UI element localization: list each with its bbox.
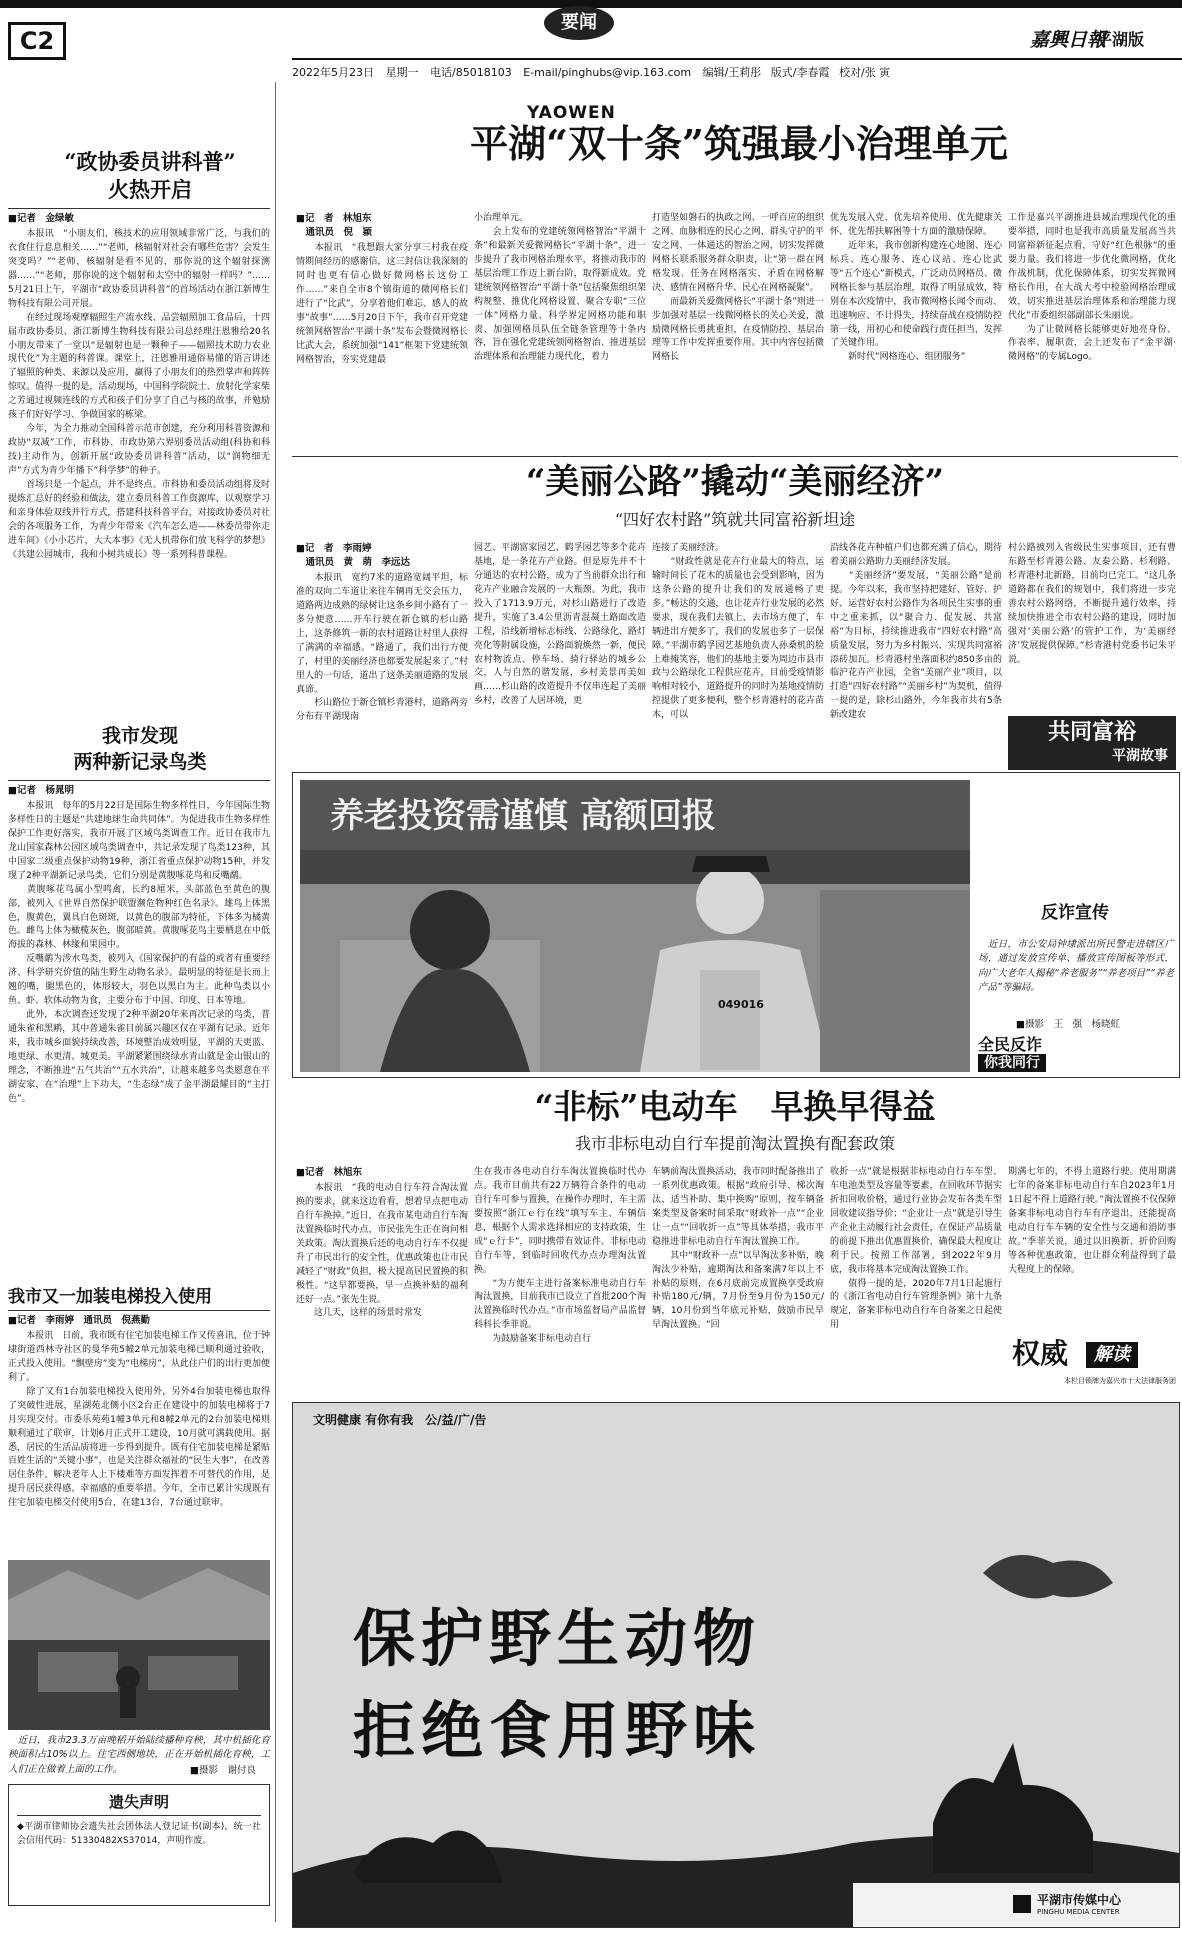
a1-rule (8, 208, 270, 209)
proofreader: 校对/张 寅 (839, 66, 891, 79)
psa-line1: 保护野生动物 (353, 1602, 762, 1675)
a3-body: 本报讯 日前，我市既有住宅加装电梯工作又传喜讯，位于钟埭街道西林寺社区的曼华苑5幢2单元加装电梯已顺利通过验收，正式投入使用。“飘壁房”变为“电梯房”，从此住户们的出行更加便利了。 除了又有1台加装电梯投入使用外，另外4台加装电梯也取得了突破性进展，星湖苑北侧小区2台正在建设中的加装电梯将于7月实现交付。市委乐苑苑1幢3单元和8幢2单元的2台加装电梯则顺利通过了联审，计划6月正式开工建设，10月就可满载使用。据悉，居民的生活品质将进一步得到提升。既有住宅加装电梯是紧贴百姓生活的“关键小事”，也是关注群众福祉的“民生大事”，在改善居住条件、解决老年人上下楼难等方面发挥着不可替代的作用，是提升居民获得感、幸福感的重要举措。今年，全市已累计实现既有住宅加装电梯交付使用5台，在建13台，7台通过联审。 (8, 1331, 270, 1509)
road-col-4: 沿线各花卉种植户们也都充满了信心，期待着美丽公路助力美丽经济发展。 “美丽经济”要发展，“美丽公路”是前提。今年以来，我市坚持把建好、管好、护好、运营好农村公路作为各项民生实事的重中之重来抓，以“聚合力、促发展、共富裕”为目标，持续推进我市“四好农村路”高质量发展，努力为乡村振兴、实现共同富裕添砖加瓦。杉青港村坐落面积约850多亩的临沪花卉产业园，全省“美丽产业”项目，以打造“四好农村路”“美丽乡村”为契机，值得一提的是，除杉山路外，今年我市共有5条新改建农 (830, 543, 1002, 721)
issue-weekday: 星期一 (385, 66, 419, 79)
anti-fraud-logo (978, 1036, 1128, 1074)
main-col-4: 优先发展入党、优先培养使用、优先健康关怀、优先帮扶解困等十方面的激励保障。 近年来，我市创新构建连心地图、连心标兵、连心服务、连心议站、连心比武等“五个连心”新模式，广泛动员网格员、微网格长参与基层治理，取得了明显成效，特别在本次疫情中，我市微网格长闻令而动、迅速响应、不计得失，持续奋战在疫情防控第一线，用初心和使命践行责任担当，发挥了关键作用。 新时代“网格连心、组团服务” (830, 213, 1002, 363)
main-col-5: 工作是嘉兴平湖推进县域治理现代化的重要举措，同时也是我市高质量发展高当共同富裕新征起点看，守好“红色根脉”的重要力量。我们将进一步优化微网格，优化作战机制，优化保障体系，切实发挥微网格长作用，在大战大考中检验网格治理成效，切实推进基层治理体系和治理能力现代化”市委组织部副部长朱丽说。 为了让微网格长能够更好地亮身份、作表率、履职责，会上还发布了“金平湖·微网格”的专属Logo。 (1008, 213, 1176, 363)
notice-box (8, 1784, 270, 1906)
anti-fraud-caption-title: 反诈宣传 (1041, 903, 1109, 923)
main-bottom-rule (292, 456, 1178, 457)
ebike-col-3: 车辆前淘汰置换活动，我市同时配备推出了一系列优惠政策。根据“政府引导、梯次淘汰、适当补助、集中换购”原则，按车辆备案类型及备案时间采取“财政补一点”“企业让一点”“回收折一点”等具体举措，我市平稳推进非标电动自行车淘汰置换工作。 其中“财政补一点”以早淘汰多补贴，晚淘汰少补贴，逾期淘汰和备案满7年以上不补贴的原则，在6月底前完成置换享受政府补贴180元/辆，7月份至9月份为150元/辆，10月份到当年底元补贴，鼓励市民早早淘汰置换。“回 (652, 1167, 824, 1331)
logo-line2: 你我同行 (978, 1054, 1046, 1072)
road-col-3: 连接了美丽经济。 “财政性就是花卉行业最大的特点，运输时间长了花木的质量也会受到影响，因为这条公路的提升让我们的发展通畅了更多。”畅达的交通，也让花卉行业发展的必然要求，现在我们去镇上、去市场方便了，车辆进出方便多了，我们的发展也多了一层保障。”平湖市鹤孚园艺基地负责人孙桑机的脸上难掩笑容，他们的基地主要为周边市县市政与公路绿化工程供应花卉，目前受疫情影响相对较小，道路提升的同时为基地疫情防控提供了更多便利，整个杉青港村的花卉苗木，可以 (652, 543, 824, 721)
section-en: YAOWEN (527, 103, 616, 123)
media-center-icon (1013, 1895, 1031, 1913)
psa-line2: 拒绝食用野味 (353, 1694, 762, 1767)
edition-name: 平湖版 (1096, 30, 1145, 49)
header-info (292, 64, 932, 81)
ebike-headline: “非标”电动车 早换早得益 (534, 1087, 936, 1126)
road-col-2: 园艺、平湖富家园艺、鹤孚园艺等多个花卉基地，是一条花卉产业路。但是原先并不十分通达的农村公路，成为了当前群众出行和花卉产业融合发展的一大瓶颈。为此，我市投入了1713.9万元，对杉山路进行了改造提升，实施了3.4公里沥青混凝土路面改造工程，沿线新增标志标线、公路绿化、路灯亮化等附属设施，公路面貌焕然一新，便民农村物流点、停车场、骑行驿站的城乡公交，人与自然的谐发展，乡村美景再美如画……杉山路的改造提升不仅串连起了美丽乡村，改善了人居环境，更 (474, 543, 646, 707)
road-byline-1: ■记 者 李雨婷 (296, 543, 372, 554)
anti-fraud-caption: 近日，市公安局钟埭派出所民警走进辖区广场，通过发放宣传单、播放宣传图板等形式，向广大老年人揭秘“养老服务”“养老项目”“养老产品”等骗局。 (978, 939, 1174, 993)
footer-name-en: PINGHU MEDIA CENTER (1037, 1908, 1120, 1916)
header-rule (292, 58, 1182, 60)
ebike-byline: ■记者 林旭东 (296, 1167, 362, 1178)
ebike-col-1: 本报讯 “我的电动自行车符合淘汰置换的要求，就来这边看看，想着早点把电动自行车换掉。”近日，在我市某电动自行车淘汰置换临时代办点，市民张先生正在询问相关政策。淘汰置换后还的电动自行车不仅提升了市民出行的安全性，优惠政策也让市民减轻了“财政”负担，极大提高居民置换的积极性。“这早都要换，早一点换补贴的福利还好一点。”张先生说。 这几天，这样的场景时常发 (296, 1183, 468, 1319)
left-divider (275, 82, 276, 1922)
a1-title-line2: 火热开启 (108, 177, 192, 202)
a2-byline: ■记者 杨晁明 (8, 785, 74, 796)
a2-title-line2: 两种新记录鸟类 (73, 751, 207, 773)
psa-header: 文明健康 有你有我 公/益/广/告 (313, 1413, 487, 1427)
greenhouse-illustration (8, 1560, 270, 1730)
footer-name: 平湖市传媒中心 (1037, 1893, 1122, 1907)
anti-fraud-photo (300, 780, 970, 1072)
media-center-logo (1013, 1891, 1173, 1921)
authority-side: 解读 (1086, 1342, 1138, 1368)
a2-title-line1: 我市发现 (101, 725, 178, 747)
main-col-3: 打造坚如磐石的执政之网、一呼百应的组织之网、血脉相连的民心之网、群头守护的平安之网、一体通达的智治之网，切实发挥微网格长联系服务群众职责，让“第一群在网格发现、任务在网格落实、矛盾在网格解决、感情在网格升华、民心在网格凝聚”。 而最新关爱微网格长“平湖十条”则进一步加强对基层一线微网格长的关心关爱，激励微网格长勇挑重担，在疫情防控、基层治理等工作中发挥重要作用。其中内容包括微网格长 (652, 213, 824, 363)
phone: 电话/85018103 (430, 66, 512, 79)
ebike-subtitle: 我市非标电动自行车提前淘汰置换有配套政策 (574, 1134, 895, 1153)
ebike-col-5: 期满七年的，不得上道路行驶。使用期满七年的备案非标电动自行车自2023年1月1日起不得上道路行驶。”淘汰置换不仅保障备案非标电动自行车有序退出，还能提高电动自行车车辆的安全性与交通和消防事故。”季菲关说，通过以旧换新、折价回购等各种优惠政策，也让群众利益得到了最大程度上的保障。 (1008, 1167, 1176, 1275)
seedling-credit: ■摄影 谢付良 (190, 1765, 256, 1776)
a1-title-line1: “政协委员讲科普” (64, 149, 236, 174)
main-byline-1: ■记 者 林旭东 (296, 213, 372, 224)
a2-rule (8, 780, 270, 781)
notice-rule (17, 1815, 261, 1816)
psa-ad (292, 1402, 1180, 1928)
notice-title: 遗失声明 (108, 1793, 169, 1811)
banner-text: 养老投资需谨慎 高额回报 (330, 796, 716, 836)
ebike-col-4: 收折一点”就是根据非标电动自行车车型、车电池类型及容量等要素，在回收环节据实折扣回收价格，通过行业协会发布各类车型回收建议指导价；“企业让一点”就是引导生产企业主动履行社会责任，在保证产品质量的前提下推出优惠置换价，确保最大程度让利于民。按照工作部署，到2022年9月底，我市将基本完成淘汰置换工作。 值得一提的是，2020年7月1日起施行的《浙江省电动自行车管理条例》第十九条规定，备案非标电动自行车自备案之日起使用 (830, 1167, 1002, 1331)
editor: 编辑/王莉彤 (702, 66, 762, 79)
seedling-photo (8, 1560, 270, 1730)
notice-body: ◆平湖市律师协会遗失社会团体法人登记证书(副本)，统一社会信用代码：51330482XS37014，声明作废。 (17, 1822, 261, 1846)
a1-byline: ■记者 金绿敏 (8, 213, 74, 224)
seedling-caption: 近日，我市23.3万亩晚稻开始陆续播种育秧，其中机插化育秧面积占10%以上。住宅西侧地块，正在开始机插化育秧，工人们正在做着上面的工作。 (8, 1735, 270, 1775)
badge-line1: 共同富裕 (1047, 719, 1136, 745)
main-byline-2: 通讯员 倪 颖 (296, 227, 373, 238)
page-number: C2 (8, 22, 66, 60)
main-headline: 平湖“双十条”筑强最小治理单元 (470, 121, 1008, 166)
a3-title: 我市又一加装电梯投入使用 (8, 1287, 212, 1307)
anti-fraud-credit: ■摄影 王 强 杨晓虹 (1016, 1019, 1120, 1030)
authority-note: 本栏目锁牌为嘉兴市十大法律服务团 (1064, 1377, 1176, 1385)
badge-line2: 平湖故事 (1112, 748, 1168, 764)
email: E-mail/pinghubs@vip.163.com (523, 66, 692, 79)
road-col-5: 村公路被列入省级民生实事项目，还有曹东路至杉青港公路、友泰公路、杉利路、杉青港村北新路，目前均已完工。“这几条道路都在我们的规划中，我们将进一步完善农村公路网络，不断提升通行效率，持续加快推进全市农村公路的建设，同时加强对‘美丽公路’的管护工作，为‘美丽经济’发展提供保障。”杉青港村党委书记朱平说。 (1008, 543, 1176, 665)
a3-byline: ■记者 李雨婷 通讯员 倪燕勤 (8, 1315, 150, 1326)
common-prosperity-badge (1008, 716, 1176, 770)
road-col-1: 本报讯 宽约7米的道路宽阔平坦，标准的双向二车道让来往车辆再无交会压力，道路两边成熟的绿树让这条乡间小路有了一多分便意……开车行驶在新仓镇的杉山路上，这条修筑一新的农村道路让村里人获得了满满的幸福感。“路通了，我们出行方便了，村里的美丽经济也都要发展起来了。”村里人的一句话，道出了这条美丽道路的发展真谛。 杉山路位于新仓镇杉青港村，道路两旁分布有平湖现南 (296, 573, 468, 723)
section-badge: 要闻 (544, 6, 614, 40)
issue-date: 2022年5月23日 (292, 66, 374, 79)
road-headline: “美丽公路”撬动“美丽经济” (525, 462, 945, 502)
police-badge-number: 049016 (718, 998, 764, 1011)
a1-body: 本报讯 “小朋友们，核技术的应用领域非常广泛，与我们的衣食住行息息相关……”“老师，核辐射对社会有哪些危害？会发生突变吗？”“老师，核辐射是看不见的，那你说的这个辐射探测器……”“老师，那你说的这个辐射和太空中的辐射一样吗？”……5月21日上午，平湖市“政协委员讲科普”的首场活动在浙江新博生物科技有限公司开展。 在经过现场观摩辐照生产流水线、品尝辐照加工食品后，十四届市政协委员、浙江新博生物科技有限公司总经理汪恩雅给20名小朋友带来了一堂以“是辐射也是一颗种子——辐照技术助力农业现代化”为主题的科普课。课堂上，汪恩雅用通俗易懂的语言讲述了辐照的种类、来源以及应用，赢得了小朋友们的热烈掌声和阵阵惊叹。值得一提的是，活动现场，中国科学院院士、放射化学家柴之芳通过视频连线的方式和孩子们分享了自己与核的故事，并勉励孩子们好好学习、争做国家的栋梁。 今年，为全力推动全国科普示范市创建，充分利用科普资源和政协“双减”工作，市科协、市政协第六界别委员活动组(科协和科技)主动作为，创新开展“政协委员讲科普”活动，以“润物细无声”方式为青少年播下“科学梦”的种子。 首场只是一个起点，并不是终点。市科协和委员活动组将及时提炼汇总好的经验和做法，建立委员科普工作资源库，以观察学习和亲身体验双线并行方式，搭建科技科普平台，对接政协委员对社会的各项服务工作，为青少年带来《汽车怎么造——林委员带你走进车间》《小小芯片，大大本事》《无人机带你们放飞科学的梦想》《共建公园城市，我和小树共成长》等一系列科普课程。 (8, 229, 270, 560)
main-col-1: 本报讯 “我想跟大家分享三村我在疫情期间经历的感谢信，这三封信让我深刻的同时也更有信心做好微网格长这份工作……”来自全市8个镇街道的微网格长们进行了“比武”，分享着他们难忘、感人的故事“故事”……5月20日下午，我市召开党建统领网格智治“平湖十条”发布会暨微网格长比武大会，系统加强“141”框架下党建统领网格智治，夯实党建最 (296, 243, 468, 365)
authority-main: 权威 (1012, 1337, 1069, 1370)
layout-editor: 版式/李春霞 (770, 66, 830, 79)
road-subtitle: “四好农村路”筑就共同富裕新坦途 (614, 510, 856, 529)
ebike-col-2: 生在我市各电动自行车淘汰置换临时代办点。我市目前共有22万辆符合条件的电动自行车可参与置换，在操作办理时，车主需要按照“浙江ｅ行在线”填写车主、车辆信息，根据个人需求选择相应的支持政策，生成“ｅ行卡”，同时携带有效证件、非标电动自行车等，到临时回收代办点办理淘汰置换。 “为方便车主进行备案标准电动自行车淘汰置换，目前我市已设立了首批200个淘汰置换临时代办点。”市市场监督局产品监督科科长季菲说。 为鼓励备案非标电动自行 (474, 1167, 646, 1345)
authority-badge (1008, 1336, 1176, 1392)
road-byline-2: 通讯员 黄 萌 李远达 (296, 557, 411, 568)
main-col-2: 小治理单元。 会上发布的党建统领网格智治“平湖十条”和最新关爱微网格长“平湖十条”，进一步提升了我市网格治理水平，将推动我市的基层治理工作迈上新台阶，取得新成效。党建统领网格智治“平湖十条”包括聚焦组织架构规整、推优化网格设置、聚合专职“三位一体”网格力量、科学界定网格功能和职责、加强网格员队伍全链条管理等十条内容，旨在强化党建统领网格智治、推进基层治理体系和治理能力现代化，着力 (474, 213, 646, 363)
paper-name: 嘉興日報 (1030, 29, 1107, 51)
logo-line1: 全民反诈 (978, 1035, 1043, 1054)
a2-body: 本报讯 每年的5月22日是国际生物多样性日，今年国际生物多样性日的主题是“共建地球生命共同体”。为促进我市生物多样性保护工作更好落实，我市开展了区域鸟类调查工作。近日在我市九龙山国家森林公园区域鸟类调查中，共记录发现了鸟类123种，其中国家二级重点保护动物19种，浙江省重点保护动物15种，并发现了2种平湖新记录鸟类，它们分别是黄腹啄花鸟和反嘴鹬。 黄腹啄花鸟属小型鸣禽，长约8厘米，头部蓝色至黄色的腹部，被列入《世界自然保护联盟濒危物种红色名录》。雄鸟上体黑色，腹黄色，翼具白色斑斑，以黄色的腹部为特征，下体多为橘黄色。雌鸟上体为橄榄灰色，腹部暗黄。黄腹啄花鸟主要栖息在中低海拔的森林、林缘和果园中。 反嘴鹬为涉水鸟类，被列入《国家保护的有益的或者有重要经济、科学研究价值的陆生野生动物名录》。最明显的特征是长而上翘的嘴，腿黑色的，体形较大，羽色以黑白为主。此种鸟类以小鱼、虾、软体动物为食，主要分布于中国、印度、日本等地。 此外，本次调查还发现了2种平湖20年来再次记录的鸟类，普通朱雀和黑鹇，其中普通朱雀目前属兴趣区仅在平湖有记录。近年来，我市城乡面貌持续改善，环境整治成效明显，平湖的天更蓝、地更绿、水更清、城更美。平湖紧紧围绕绿水青山就是金山银山的理念，不断推进“五气共治”“五水共治”，让越来越多鸟类愿意在平湖安家，在“治理”上下功夫，“生态绿”成了金平湖最耀目的“主打色”。 (8, 801, 270, 1104)
a3-rule (8, 1310, 270, 1311)
